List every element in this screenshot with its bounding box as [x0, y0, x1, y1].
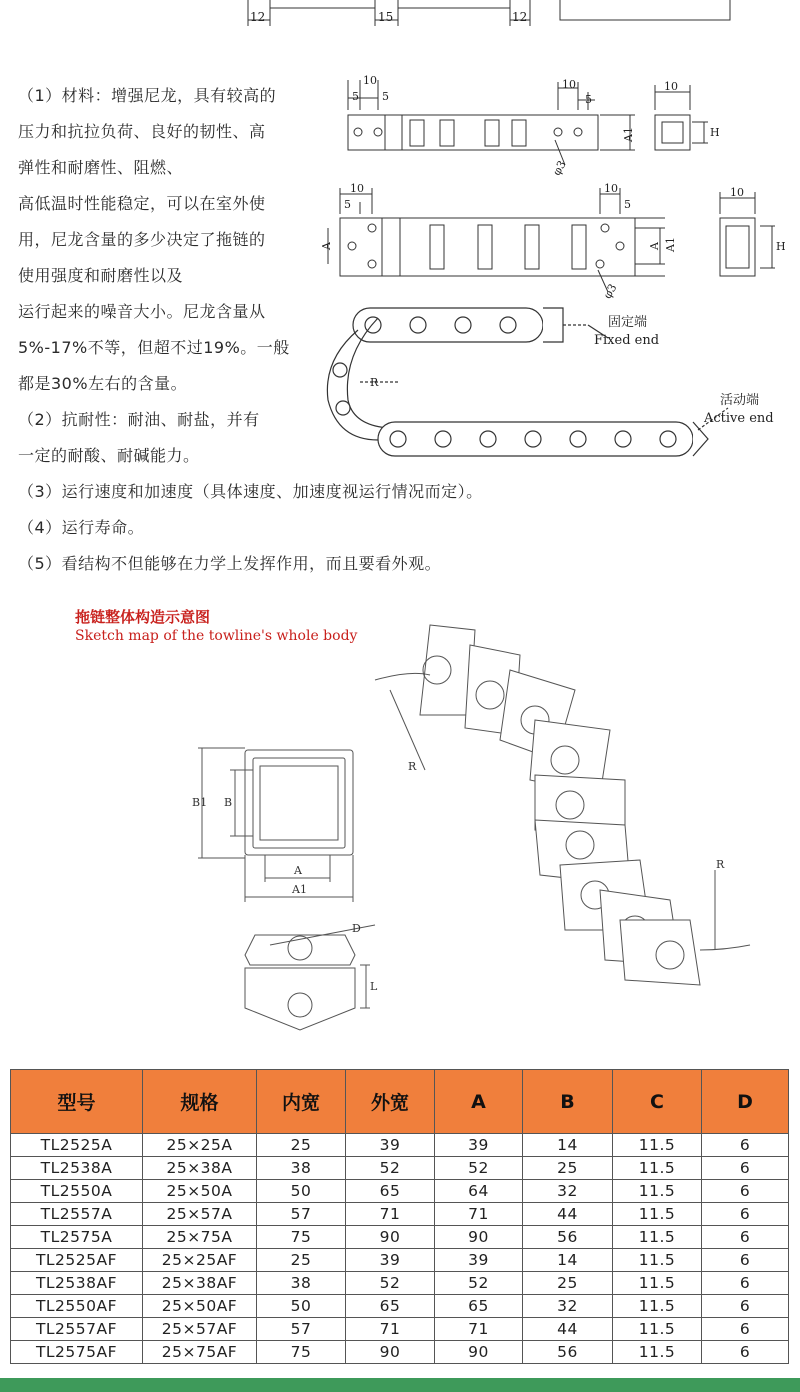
table-cell: 65: [346, 1295, 435, 1318]
sketch-curved-chain: [370, 610, 770, 1000]
label-R2: R: [716, 858, 725, 871]
table-cell: 50: [257, 1180, 346, 1203]
table-cell: 38: [257, 1157, 346, 1180]
table-cell: 25×50AF: [143, 1295, 257, 1318]
feature-line: 使用强度和耐磨性以及: [18, 266, 184, 285]
top-dim-1: 12: [250, 10, 266, 24]
spec-table: [10, 1069, 789, 1364]
table-cell: 25: [523, 1272, 613, 1295]
table-cell: 39: [435, 1134, 523, 1157]
table-cell: 6: [702, 1203, 789, 1226]
table-cell: 14: [523, 1249, 613, 1272]
feature-line: 弹性和耐磨性、阻燃、: [18, 158, 184, 177]
table-cell: 65: [346, 1180, 435, 1203]
dim-label: H: [776, 240, 786, 253]
table-cell: 25×25A: [143, 1134, 257, 1157]
table-cell: 25: [257, 1134, 346, 1157]
header-cell: C: [613, 1070, 702, 1134]
table-cell: 11.5: [613, 1272, 702, 1295]
table-cell: 6: [702, 1295, 789, 1318]
table-cell: 6: [702, 1226, 789, 1249]
table-cell: TL2550AF: [11, 1295, 143, 1318]
table-cell: 11.5: [613, 1203, 702, 1226]
table-cell: 11.5: [613, 1134, 702, 1157]
table-cell: 71: [435, 1203, 523, 1226]
dim-label: 10: [350, 182, 364, 195]
label-A1: A1: [292, 883, 307, 896]
table-cell: 14: [523, 1134, 613, 1157]
table-cell: 32: [523, 1295, 613, 1318]
dim-label: H: [710, 126, 720, 139]
dim-label: A1: [622, 127, 635, 142]
dim-label: 10: [363, 74, 377, 87]
active-end-cn: 活动端: [720, 393, 760, 408]
table-row: [11, 1318, 789, 1341]
table-cell: 52: [435, 1157, 523, 1180]
feature-line: 5%-17%不等，但超不过19%。一般: [18, 338, 290, 357]
label-L: L: [370, 980, 378, 993]
dim-label: 5: [382, 90, 389, 103]
table-cell: 56: [523, 1341, 613, 1364]
table-cell: 25×38AF: [143, 1272, 257, 1295]
dim-label: 5: [624, 198, 631, 211]
fixed-end-cn: 固定端: [608, 315, 648, 330]
table-cell: 39: [435, 1249, 523, 1272]
footer-bar: [0, 1378, 800, 1392]
table-cell: 11.5: [613, 1295, 702, 1318]
sketch-cross-section: [190, 740, 390, 1040]
table-cell: 25×25AF: [143, 1249, 257, 1272]
table-cell: TL2575AF: [11, 1341, 143, 1364]
dim-label: 10: [604, 182, 618, 195]
table-row: [11, 1134, 789, 1157]
table-cell: 64: [435, 1180, 523, 1203]
table-cell: 52: [346, 1272, 435, 1295]
table-cell: TL2538AF: [11, 1272, 143, 1295]
dim-label: 5: [352, 90, 359, 103]
table-cell: 6: [702, 1180, 789, 1203]
table-cell: 11.5: [613, 1180, 702, 1203]
feature-line: （2）抗耐性：耐油、耐盐，并有: [18, 410, 260, 429]
table-cell: 6: [702, 1272, 789, 1295]
table-cell: 32: [523, 1180, 613, 1203]
header-cell: 内宽: [257, 1070, 346, 1134]
table-cell: 39: [346, 1249, 435, 1272]
table-cell: 75: [257, 1226, 346, 1249]
table-row: [11, 1249, 789, 1272]
table-cell: 25×57AF: [143, 1318, 257, 1341]
table-cell: TL2550A: [11, 1180, 143, 1203]
feature-line: 都是30%左右的含量。: [18, 374, 188, 393]
dim-label: φ3: [600, 281, 620, 301]
table-cell: 25×57A: [143, 1203, 257, 1226]
table-cell: 52: [346, 1157, 435, 1180]
table-cell: TL2557A: [11, 1203, 143, 1226]
feature-line: 运行起来的噪音大小。尼龙含量从: [18, 302, 266, 321]
feature-line: （3）运行速度和加速度（具体速度、加速度视运行情况而定）。: [18, 482, 483, 501]
technical-drawing-1: [330, 70, 770, 182]
technical-drawing-2: [320, 180, 786, 305]
table-cell: 44: [523, 1318, 613, 1341]
table-cell: 50: [257, 1295, 346, 1318]
dim-label: A1: [664, 237, 677, 252]
table-cell: 11.5: [613, 1249, 702, 1272]
table-cell: 90: [346, 1341, 435, 1364]
table-cell: 90: [435, 1341, 523, 1364]
table-cell: TL2575A: [11, 1226, 143, 1249]
feature-line: 一定的耐酸、耐碱能力。: [18, 446, 200, 465]
table-cell: 52: [435, 1272, 523, 1295]
table-row: [11, 1272, 789, 1295]
table-cell: 6: [702, 1249, 789, 1272]
table-cell: 11.5: [613, 1318, 702, 1341]
feature-line: 用，尼龙含量的多少决定了拖链的: [18, 230, 266, 249]
label-B1: B1: [192, 796, 208, 809]
feature-line: （5）看结构不但能够在力学上发挥作用，而且要看外观。: [18, 554, 442, 573]
header-cell: 规格: [143, 1070, 257, 1134]
table-cell: 39: [346, 1134, 435, 1157]
table-cell: 90: [346, 1226, 435, 1249]
header-cell: A: [435, 1070, 523, 1134]
table-row: [11, 1157, 789, 1180]
top-dim-2: 15: [378, 10, 394, 24]
table-cell: TL2525AF: [11, 1249, 143, 1272]
table-cell: 75: [257, 1341, 346, 1364]
feature-line: （4）运行寿命。: [18, 518, 145, 537]
table-cell: 56: [523, 1226, 613, 1249]
label-A: A: [294, 864, 302, 877]
dim-label: 10: [562, 78, 576, 91]
table-row: [11, 1341, 789, 1364]
table-cell: 25×38A: [143, 1157, 257, 1180]
chain-diagram: [318, 300, 788, 470]
table-cell: 6: [702, 1341, 789, 1364]
table-cell: 71: [346, 1318, 435, 1341]
table-cell: 90: [435, 1226, 523, 1249]
fixed-end-en: Fixed end: [594, 333, 660, 348]
sketch-title-cn: 拖链整体构造示意图: [75, 608, 211, 626]
header-cell: B: [523, 1070, 613, 1134]
dim-label: 5: [585, 93, 592, 106]
header-cell: 型号: [11, 1070, 143, 1134]
dim-label: A: [320, 242, 333, 250]
table-cell: 11.5: [613, 1341, 702, 1364]
table-cell: TL2525A: [11, 1134, 143, 1157]
table-cell: 11.5: [613, 1157, 702, 1180]
table-cell: 25×75A: [143, 1226, 257, 1249]
table-cell: 25×50A: [143, 1180, 257, 1203]
feature-line: （1）材料：增强尼龙，具有较高的: [18, 86, 277, 105]
table-cell: TL2538A: [11, 1157, 143, 1180]
top-dim-3: 12: [512, 10, 528, 24]
dim-label: 10: [664, 80, 678, 93]
dim-label: A: [648, 242, 661, 250]
table-cell: 65: [435, 1295, 523, 1318]
table-cell: 57: [257, 1203, 346, 1226]
table-cell: 44: [523, 1203, 613, 1226]
feature-line: 高低温时性能稳定，可以在室外使: [18, 194, 266, 213]
table-cell: 71: [346, 1203, 435, 1226]
table-cell: 25: [523, 1157, 613, 1180]
label-D: D: [352, 922, 361, 935]
active-end-en: Active end: [704, 411, 774, 426]
table-cell: 25×75AF: [143, 1341, 257, 1364]
dim-label: 5: [344, 198, 351, 211]
table-cell: 11.5: [613, 1226, 702, 1249]
table-cell: 25: [257, 1249, 346, 1272]
header-cell: 外宽: [346, 1070, 435, 1134]
dim-label: 10: [730, 186, 744, 199]
radius-label: R: [370, 376, 379, 389]
table-row: [11, 1180, 789, 1203]
table-cell: 71: [435, 1318, 523, 1341]
sketch-title-en: Sketch map of the towline's whole body: [75, 628, 358, 644]
dim-label: φ3: [550, 158, 569, 178]
table-row: [11, 1203, 789, 1226]
table-cell: 6: [702, 1157, 789, 1180]
top-cropped-drawing: [230, 0, 750, 30]
table-row: [11, 1295, 789, 1318]
table-header-row: [11, 1070, 789, 1134]
table-cell: 6: [702, 1318, 789, 1341]
label-R1: R: [408, 760, 417, 773]
table-cell: 6: [702, 1134, 789, 1157]
label-B: B: [224, 796, 233, 809]
feature-line: 压力和抗拉负荷、良好的韧性、高: [18, 122, 266, 141]
table-row: [11, 1226, 789, 1249]
table-cell: 57: [257, 1318, 346, 1341]
table-cell: TL2557AF: [11, 1318, 143, 1341]
table-cell: 38: [257, 1272, 346, 1295]
header-cell: D: [702, 1070, 789, 1134]
